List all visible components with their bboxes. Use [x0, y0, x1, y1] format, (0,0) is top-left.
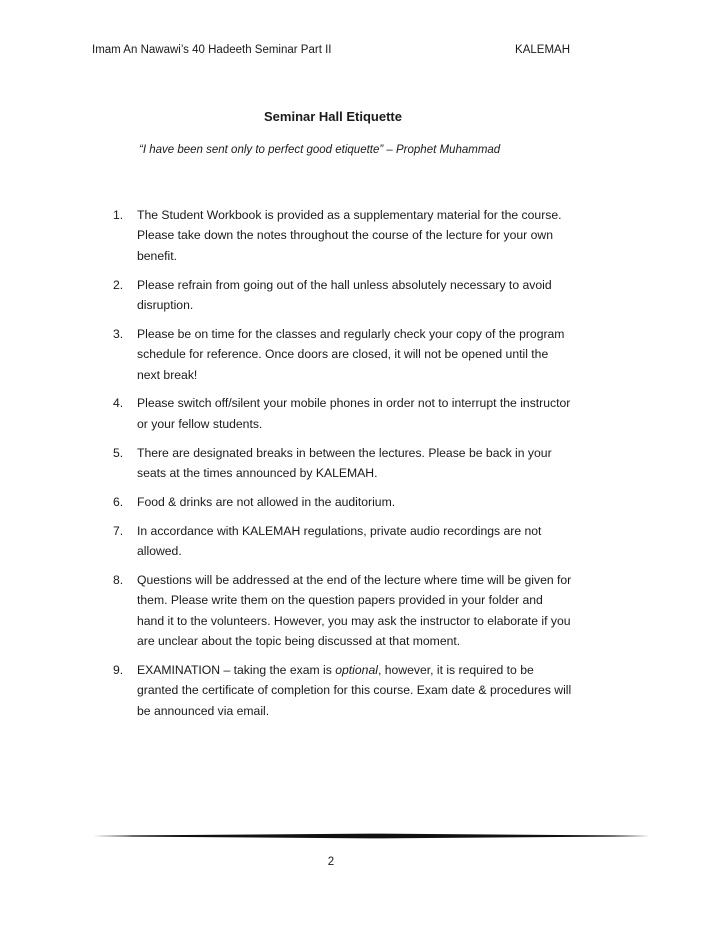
rule-number: 4. — [113, 396, 124, 411]
rule-number: 1. — [113, 208, 124, 222]
etiquette-rules-list — [113, 205, 573, 729]
rule-text — [137, 663, 571, 718]
rule-text: Questions will be addressed at the end of the lecture where time will be given for them. Please write them on the question papers provided in your folder and hand it to the volunteers. However, you may ask the instructor to elaborate if you are unclear about the topic being discussed at that moment. — [137, 572, 572, 649]
footer-divider — [93, 833, 650, 839]
rule-text-part: EXAMINATION – taking the exam is — [137, 662, 336, 677]
rule-item — [113, 492, 573, 512]
rule-number: 6. — [113, 494, 124, 509]
epigraph-quote: “I have been sent only to perfect good etiquette” – Prophet Muhammad — [139, 144, 501, 156]
rule-text: Please switch off/silent your mobile phones in order not to interrupt the instructor or your fellow students. — [137, 396, 571, 431]
rule-number: 2. — [113, 277, 124, 292]
rule-item — [113, 660, 573, 721]
rule-text: Please be on time for the classes and regularly check your copy of the program schedule for reference. Once doors are closed, it will not be opened until the next break! — [137, 326, 565, 382]
page-number-text: 2 — [327, 856, 335, 868]
header-organization: KALEMAH — [515, 44, 570, 56]
rule-number: 8. — [113, 572, 124, 587]
page-number — [0, 856, 728, 868]
rule-item — [113, 521, 573, 562]
rule-number: 3. — [113, 326, 124, 341]
rule-item — [113, 324, 573, 385]
rule-number: 7. — [113, 523, 124, 538]
header-title: Imam An Nawawi’s 40 Hadeeth Seminar Part II — [92, 44, 332, 56]
rule-item — [113, 393, 573, 434]
rule-text: The Student Workbook is provided as a supplementary material for the course. Please take down the notes throughout the course of the lecture for your own benefit. — [137, 208, 562, 263]
rule-item — [113, 275, 573, 316]
rule-text: Food & drinks are not allowed in the auditorium. — [137, 494, 396, 509]
page-title-text: Seminar Hall Etiquette — [264, 109, 402, 124]
rule-text: Please refrain from going out of the hall unless absolutely necessary to avoid disruption. — [137, 277, 552, 313]
rule-item — [113, 443, 573, 484]
rule-item — [113, 205, 573, 266]
rule-text-emphasis: optional — [335, 662, 378, 677]
rule-text: In accordance with KALEMAH regulations, private audio recordings are not allowed. — [137, 523, 542, 559]
rule-text: There are designated breaks in between the lectures. Please be back in your seats at the times announced by KALEMAH. — [137, 445, 552, 481]
rule-number: 9. — [113, 662, 124, 677]
page-title — [0, 109, 728, 124]
rule-number: 5. — [113, 445, 124, 460]
page-header — [92, 44, 570, 56]
rule-text-part: , however, it is required to be granted the certificate of completion for this course. Exam date & procedures will be announced via email. — [137, 662, 572, 718]
rule-item — [113, 570, 573, 652]
